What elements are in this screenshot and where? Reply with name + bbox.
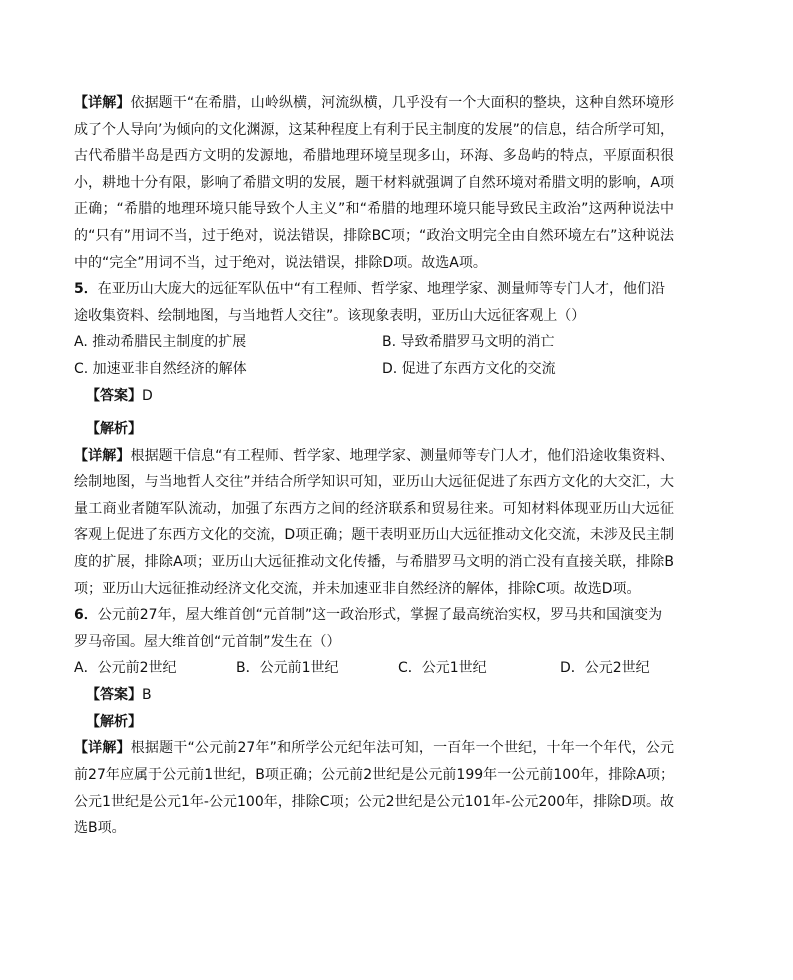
detail-text: 依据题干“在希腊，山岭纵横，河流纵横，几乎没有一个大面积的整块，这种自然环境形成了个人导向’为倾向的文化渊源，这某种程度上有利于民主制度的发展”的信息，结合所学可知，古代希腊半岛是西方文明的发源地，希腊地理环境呈现多山，环海、多岛屿的特点，平原面积很小，耕地十分有限，影响了希腊文明的发展，题干材料就强调了自然环境对希腊文明的影响，A项正确；“希腊的地理环境只能导致个人主义”和“希腊的地理环境只能导致民主政治”这两种说法中的“只有”用词不当，过于绝对，说法错误，排除BC项；“政治文明完全由自然环境左右”这种说法中的“完全”用词不当，过于绝对，说法错误，排除D项。故选A项。 (74, 95, 674, 271)
option-d: D．公元2世纪 (560, 660, 650, 677)
options-row-q6 (74, 655, 674, 682)
question-number: 5． (74, 281, 98, 298)
answer-value: B (142, 687, 152, 704)
detail-tag: 【详解】 (74, 95, 131, 111)
question-stem: 在亚历山大庞大的远征军队伍中“有工程师、哲学家、地理学家、测量师等专门人才，他们沿途收集资料、绘制地图，与当地哲人交往”。该现象表明，亚历山大远征客观上（） (74, 281, 666, 324)
analysis-label-text: 【解析】 (86, 713, 142, 730)
option-d: D. 促进了东西方文化的交流 (382, 361, 556, 378)
analysis-label (74, 416, 674, 443)
answer-line (74, 682, 674, 709)
options-row-1 (74, 329, 674, 356)
detail-text: 根据题干信息“有工程师、哲学家、地理学家、测量师等专门人才，他们沿途收集资料、绘制地图，与当地哲人交往”并结合所学知识可知，亚历山大远征促进了东西方文化的大交汇，大量工商业者随军队流动，加强了东西方之间的经济联系和贸易往来。可知材料体现亚历山大远征客观上促进了东西方文化的交流，D项正确；题干表明亚历山大远征推动文化交流，未涉及民主制度的扩展，排除A项；亚历山大远征推动文化传播，与希腊罗马文明的消亡没有直接关联，排除B项；亚历山大远征推动经济文化交流，并未加速亚非自然经济的解体，排除C项。故选D项。 (74, 447, 674, 597)
answer-line (74, 383, 674, 410)
option-c: C．公元1世纪 (398, 660, 487, 677)
option-b: B. 导致希腊罗马文明的消亡 (382, 334, 555, 351)
question-5 (74, 276, 674, 329)
option-c: C. 加速亚非自然经济的解体 (74, 361, 247, 378)
analysis-label-text: 【解析】 (86, 420, 142, 437)
explanation-q4 (74, 90, 674, 276)
question-number: 6． (74, 607, 98, 624)
question-stem: 公元前27年，屋大维首创“元首制”这一政治形式，掌握了最高统治实权，罗马共和国演变为罗马帝国。屋大维首创“元首制”发生在（） (74, 607, 663, 650)
analysis-label (74, 709, 674, 736)
options-row-2 (74, 356, 674, 383)
detail-tag: 【详解】 (74, 447, 131, 464)
detail-text: 根据题干“公元前27年”和所学公元纪年法可知，一百年一个世纪，十年一个年代，公元前27年应属于公元前1世纪，B项正确；公元前2世纪是公元前199年一公元前100年，排除A项；公元1世纪是公元1年-公元100年，排除C项；公元2世纪是公元101年-公元200年，排除D项。故选B项。 (74, 740, 674, 837)
question-6 (74, 602, 674, 655)
answer-value: D (142, 388, 153, 405)
option-a: A. 推动希腊民主制度的扩展 (74, 334, 247, 351)
explanation-q6 (74, 735, 674, 841)
explanation-q5 (74, 443, 674, 603)
answer-label: 【答案】 (86, 388, 142, 405)
detail-tag: 【详解】 (74, 740, 131, 757)
answer-label: 【答案】 (86, 687, 142, 704)
option-b: B．公元前1世纪 (236, 660, 339, 677)
document-page (74, 90, 674, 842)
option-a: A．公元前2世纪 (74, 660, 177, 677)
